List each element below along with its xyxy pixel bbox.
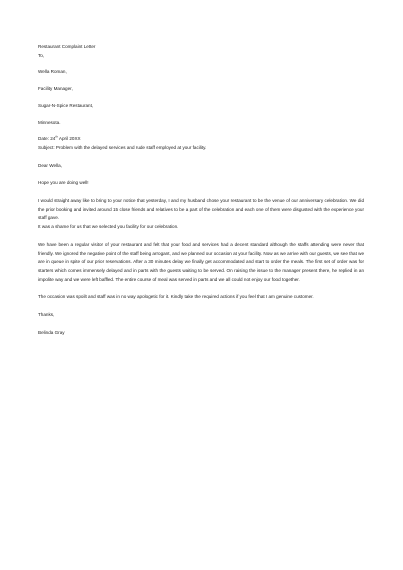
paragraph-2: It was a shame for us that we selected you facility for our celebration. (38, 224, 179, 230)
paragraph-1: I would straight away like to bring to your notice that yesterday, I and my husband chose your restaurant to be the venue of our anniversary celebration. We did the prior booking and invited around 15 close friends and relatives to be a part of the celebration and each one of them were disgusted with the experience your staff gave. (38, 198, 364, 221)
date-line (38, 135, 364, 144)
closing: Thanks, (38, 312, 55, 318)
salutation: Dear Wella, (38, 162, 62, 168)
restaurant-name: Sugar-N-Spice Restaurant, (38, 102, 94, 108)
signature-name: Belinda Gray (38, 329, 65, 335)
date-prefix: Date: 24 (38, 136, 56, 142)
date-ordinal-suffix: th (55, 134, 58, 139)
date-rest: April 20XX (57, 136, 81, 142)
recipient-title: Facility Manager, (38, 86, 73, 92)
letter-heading: Restaurant Complaint Letter (38, 44, 96, 49)
paragraph-3: We have been a regular visitor of your restaurant and felt that your food and services had a decent standard although the staffs attending were never that friendly. We ignored the negative point of the staff being arrogant, and we planned our occasion at your facility. Now as we arrive with our guests, we see that we are in queue in spite of our prior reservations. After a 30 minutes delay we finally get accommodated and start to order the meals. The first set of order was for starters which comes immensely delayed and in parts with the guests waiting to be served. On raising the issue to the manager present there, he replied in an impolite way and we were left baffled. The entire course of meal was served in parts and we all could not enjoy our food together. (38, 241, 364, 282)
subject-line: Subject: Problem with the delayed services and rude staff employed at your facility. (38, 144, 207, 150)
recipient-name: Wella Roman, (38, 69, 67, 75)
complaint-letter (38, 43, 364, 337)
to-line: To, (38, 52, 45, 58)
paragraph-4: The occasion was spoilt and staff was in no way apologetic for it. Kindly take the required actions if you feel that I am genuine customer. (38, 294, 314, 300)
greeting: Hope you are doing well! (38, 180, 89, 186)
city-line: Minnesota. (38, 119, 61, 125)
